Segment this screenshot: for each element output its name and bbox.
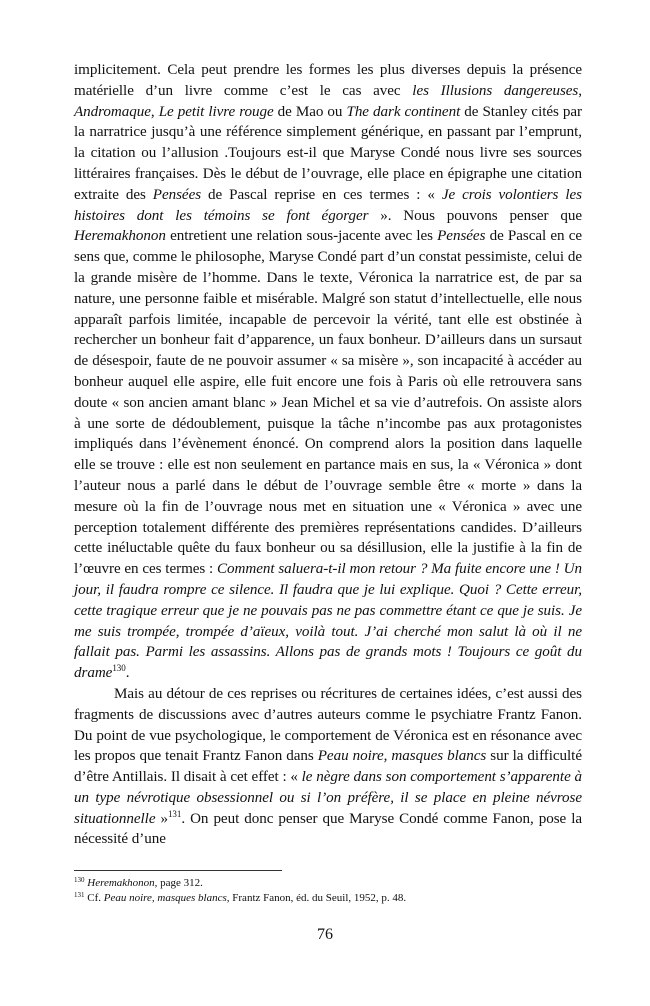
footnote-number: 131 — [74, 891, 85, 899]
italic-text: The dark continent — [346, 103, 461, 120]
italic-text: Andromaque — [74, 103, 151, 120]
text-run: de Stanley cités par la narratrice jusqu’à une référence simplement générique, en passant par l’emprunt, la citation ou l’allusion .Toujours est-il que Maryse Condé nous livre ses sources littéraires françaises. Dès le début de l’ouvrage, elle place en épigraphe une citation extraite des — [74, 103, 582, 203]
footnotes — [74, 876, 582, 906]
text-run: » — [155, 810, 168, 827]
text-run: de Mao ou — [273, 103, 347, 120]
italic-text: les Illusions dangereuses — [412, 82, 579, 99]
text-run: entretient une relation sous-jacente avec les — [165, 228, 438, 245]
text-run: Cf. — [87, 892, 104, 904]
italic-text: Le petit livre rouge — [158, 103, 274, 120]
italic-text: Heremakhonon — [74, 228, 166, 245]
text-run: , page 312. — [154, 877, 203, 889]
paragraph-1 — [74, 60, 582, 684]
footnote-ref: 131 — [167, 808, 182, 819]
italic-text: Comment saluera-t-il mon retour ? Ma fuite encore une ! Un jour, il faudra rompre ce silence. Il faudra que je lui explique. Quoi ? Cette erreur, cette tragique erreur que je ne pouvais pas ne pas commettre étant ce que je suis. Je me suis trompée, trompée d’aïeux, voilà tout. J’ai cherché mon salut là où il ne fallait pas. Parmi les assassins. Allons pas de grands mots ! Toujours ce goût du drame — [74, 561, 582, 682]
text-run: de Pascal en ce sens que, comme le philosophe, Maryse Condé part d’un constat pessimiste, celui de la grande misère de l’homme. Dans le texte, Véronica la narratrice est, de par sa nature, une personne faible et misérable. Malgré son statut d’intellectuelle, elle nous apparaît parfois limitée, incapable de percevoir la vérité, tant elle est obstinée à rechercher un bonheur fait d’apparence, un faux bonheur. D’ailleurs dans un sursaut de désespoir, faute de ne pouvoir assumer « sa misère », son incapacité à accéder au bonheur auquel elle aspire, elle fuit encore une fois à Paris où elle retrouvera sans doute « son ancien amant blanc » Jean Michel et sa vie d’autrefois. On assiste alors à une sorte de dédoublement, puisque la tâche n’incombe pas aux protagonistes impliqués dans l’évènement énoncé. On comprend alors la position dans laquelle elle se trouve : elle est non seulement en partance mais en sus, la « Véronica » dont l’auteur nous a parlé dans le début de l’ouvrage semble être « morte » dans la mesure où la fin de l’ouvrage nous met en situation une « Véronica » avec une perception totalement différente des premières représentations candides. D’ailleurs cette inéluctable quête du faux bonheur ou sa désillusion, elle la justifie à la fin de l’œuvre en ces termes : — [74, 228, 582, 578]
text-run: . On peut donc penser que Maryse Condé comme Fanon, pose la nécessité d’une — [74, 810, 582, 848]
footnote-130 — [74, 876, 582, 891]
italic-text: Peau noire, masques blancs — [103, 892, 227, 904]
italic-text: Pensées — [437, 228, 486, 245]
text-run: Mais au détour de ces reprises ou récritures de certaines idées, c’est aussi des fragments de discussions avec d’autres auteurs comme le psychiatre Frantz Fanon. Du point de vue psychologique, le comportement de Véronica est en résonance avec les propos que tenait Frantz Fanon dans — [74, 685, 582, 765]
text-run: , Frantz Fanon, éd. du Seuil, 1952, p. 48. — [226, 892, 407, 904]
page-number: 76 — [317, 926, 333, 943]
text-run: ». Nous pouvons penser que — [368, 207, 583, 224]
italic-text: Pensées — [152, 186, 202, 203]
italic-text: Heremakhonon — [87, 877, 155, 889]
text-run: de Pascal reprise en ces termes : « — [201, 186, 442, 203]
text-run: , — [578, 82, 582, 99]
footnote-131 — [74, 891, 582, 906]
paragraph-2 — [74, 684, 582, 850]
footnote-separator — [74, 870, 282, 871]
text-run: implicitement. Cela peut prendre les formes les plus diverses depuis la présence matérielle d’un livre comme c’est le cas avec — [74, 62, 582, 99]
italic-text: Peau noire, masques blancs — [317, 748, 487, 765]
text-run: . — [125, 665, 130, 682]
footnote-ref: 130 — [112, 663, 126, 674]
footnote-number: 130 — [74, 876, 85, 884]
body-text — [74, 60, 582, 850]
text-run: , — [150, 103, 159, 120]
italic-text: Je crois volontiers les histoires dont les témoins se font égorger — [74, 186, 582, 224]
italic-text: le nègre dans son comportement s’apparente à un type névrotique obsessionnel ou si l’on préfère, il se place en pleine névrose situationnelle — [74, 769, 582, 827]
text-run: sur la difficulté d’être Antillais. Il disait à cet effet : « — [74, 748, 582, 786]
